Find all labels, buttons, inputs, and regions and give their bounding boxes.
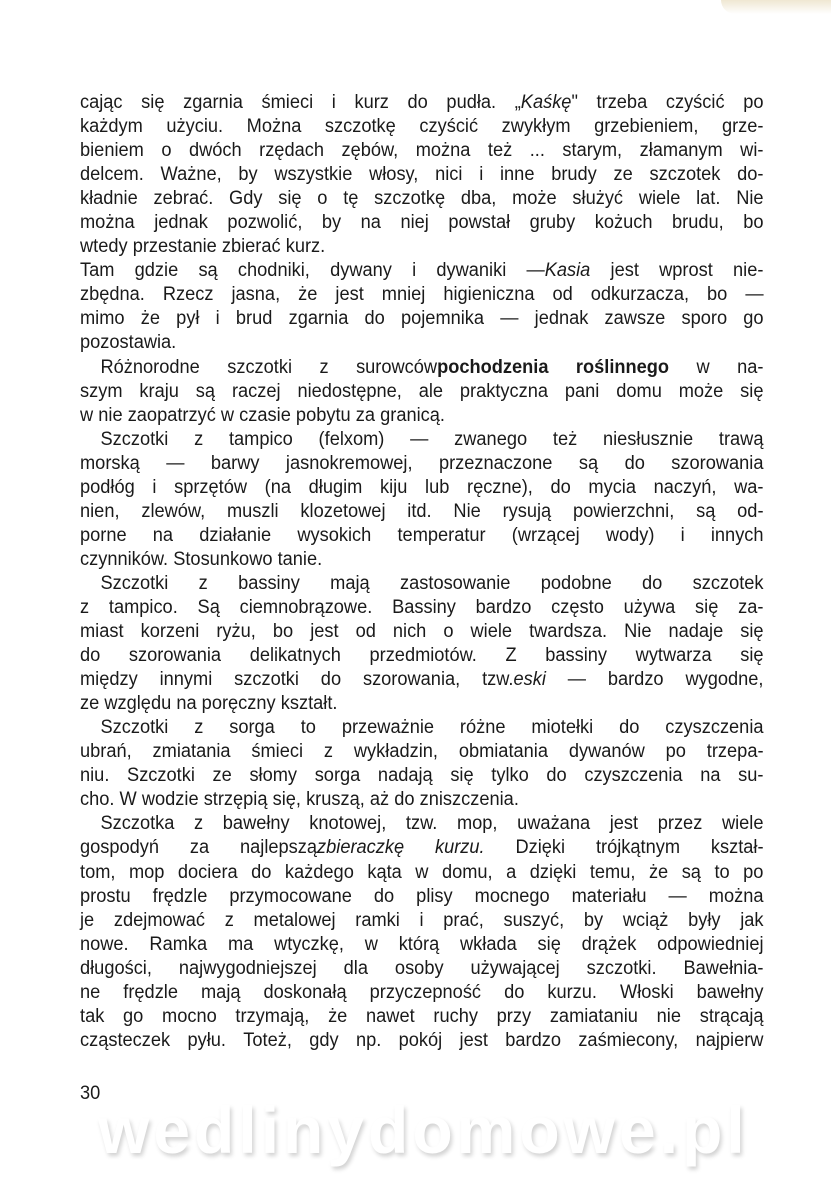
text-line: pozostawia.	[80, 331, 177, 354]
text-line: Szczotki z bassiny mają zastosowanie podobne do szczotek	[100, 571, 764, 594]
book-page-body-text	[80, 90, 764, 1052]
text-line: porne na działanie wysokich temperatur (wrzącej wody) i innych	[80, 523, 764, 546]
text-line: ze względu na poręczny kształt.	[80, 692, 338, 715]
text-line: kładnie zebrać. Gdy się o tę szczotkę dba, może służyć wiele lat. Nie	[80, 187, 764, 210]
text-line: Tam gdzie są chodniki, dywany i dywaniki —Kasia jest wprost nie-	[80, 259, 764, 282]
text-line: nowe. Ramka ma wtyczkę, w którą wkłada się drążek odpowiedniej	[80, 932, 764, 955]
text-line: prostu frędzle przymocowane do plisy mocnego materiału — można	[80, 884, 764, 907]
text-line: tom, mop dociera do każdego kąta w domu, a dzięki temu, że są to po	[80, 860, 764, 883]
page-corner-stain	[721, 0, 831, 14]
text-line: tak go mocno trzymają, że nawet ruchy przy zamiataniu nie strącają	[80, 1004, 764, 1027]
text-line: Szczotki z sorga to przeważnie różne miotełki do czyszczenia	[100, 716, 764, 739]
text-line: nien, zlewów, muszli klozetowej itd. Nie rysują powierzchni, są od-	[80, 499, 764, 522]
text-line: wtedy przestanie zbierać kurz.	[80, 235, 326, 258]
text-line: mimo że pył i brud zgarnia do pojemnika — jednak zawsze sporo go	[80, 307, 764, 330]
text-line: cząsteczek pyłu. Toteż, gdy np. pokój jest bardzo zaśmiecony, najpierw	[80, 1028, 764, 1051]
text-line: cho. W wodzie strzępią się, kruszą, aż do zniszczenia.	[80, 788, 519, 811]
text-line: miast korzeni ryżu, bo jest od nich o wiele twardsza. Nie nadaje się	[80, 620, 764, 643]
text-line: czynników. Stosunkowo tanie.	[80, 547, 323, 570]
text-line: każdym użyciu. Można szczotkę czyścić zwykłym grzebieniem, grze-	[80, 115, 764, 138]
text-line: gospodyń za najlepszązbieraczkę kurzu. Dzięki trójkątnym kształ-	[80, 836, 764, 859]
watermark: wedlinydomowe.pl	[98, 1093, 749, 1167]
page-number: 30	[80, 1082, 101, 1104]
text-line: ubrań, zmiatania śmieci z wykładzin, obmiatania dywanów po trzepa-	[80, 740, 764, 763]
text-line: w nie zaopatrzyć w czasie pobytu za granicą.	[80, 403, 445, 426]
text-line: podłóg i sprzętów (na długim kiju lub ręczne), do mycia naczyń, wa-	[80, 475, 764, 498]
text-line: z tampico. Są ciemnobrązowe. Bassiny bardzo często używa się za-	[80, 595, 764, 618]
text-line: szym kraju są raczej niedostępne, ale praktyczna pani domu może się	[80, 379, 764, 402]
text-line: morską — barwy jasnokremowej, przeznaczone są do szorowania	[80, 451, 764, 474]
text-line: Szczotka z bawełny knotowej, tzw. mop, uważana jest przez wiele	[100, 812, 764, 835]
text-line: zbędna. Rzecz jasna, że jest mniej higieniczna od odkurzacza, bo —	[80, 283, 764, 306]
text-line: Różnorodne szczotki z surowcówpochodzenia roślinnego w na-	[100, 355, 764, 378]
text-line: ne frędzle mają doskonałą przyczepność do kurzu. Włoski bawełny	[80, 980, 764, 1003]
text-line: niu. Szczotki ze słomy sorga nadają się tylko do czyszczenia na su-	[80, 764, 764, 787]
text-line: cając się zgarnia śmieci i kurz do pudła. „Kaśkę" trzeba czyścić po	[80, 91, 764, 113]
text-line: bieniem o dwóch rzędach zębów, można też ... starym, złamanym wi-	[80, 139, 764, 162]
text-line: delcem. Ważne, by wszystkie włosy, nici i inne brudy ze szczotek do-	[80, 163, 764, 186]
text-line: Szczotki z tampico (felxom) — zwanego też niesłusznie trawą	[100, 427, 764, 450]
text-line: do szorowania delikatnych przedmiotów. Z bassiny wytwarza się	[80, 644, 764, 667]
text-line: między innymi szczotki do szorowania, tzw.eski — bardzo wygodne,	[80, 668, 764, 691]
text-line: można jednak pozwolić, by na niej powstał gruby kożuch brudu, bo	[80, 211, 764, 234]
text-line: długości, najwygodniejszej dla osoby używającej szczotki. Bawełnia-	[80, 956, 764, 979]
text-line: je zdejmować z metalowej ramki i prać, suszyć, by wciąż były jak	[80, 908, 764, 931]
